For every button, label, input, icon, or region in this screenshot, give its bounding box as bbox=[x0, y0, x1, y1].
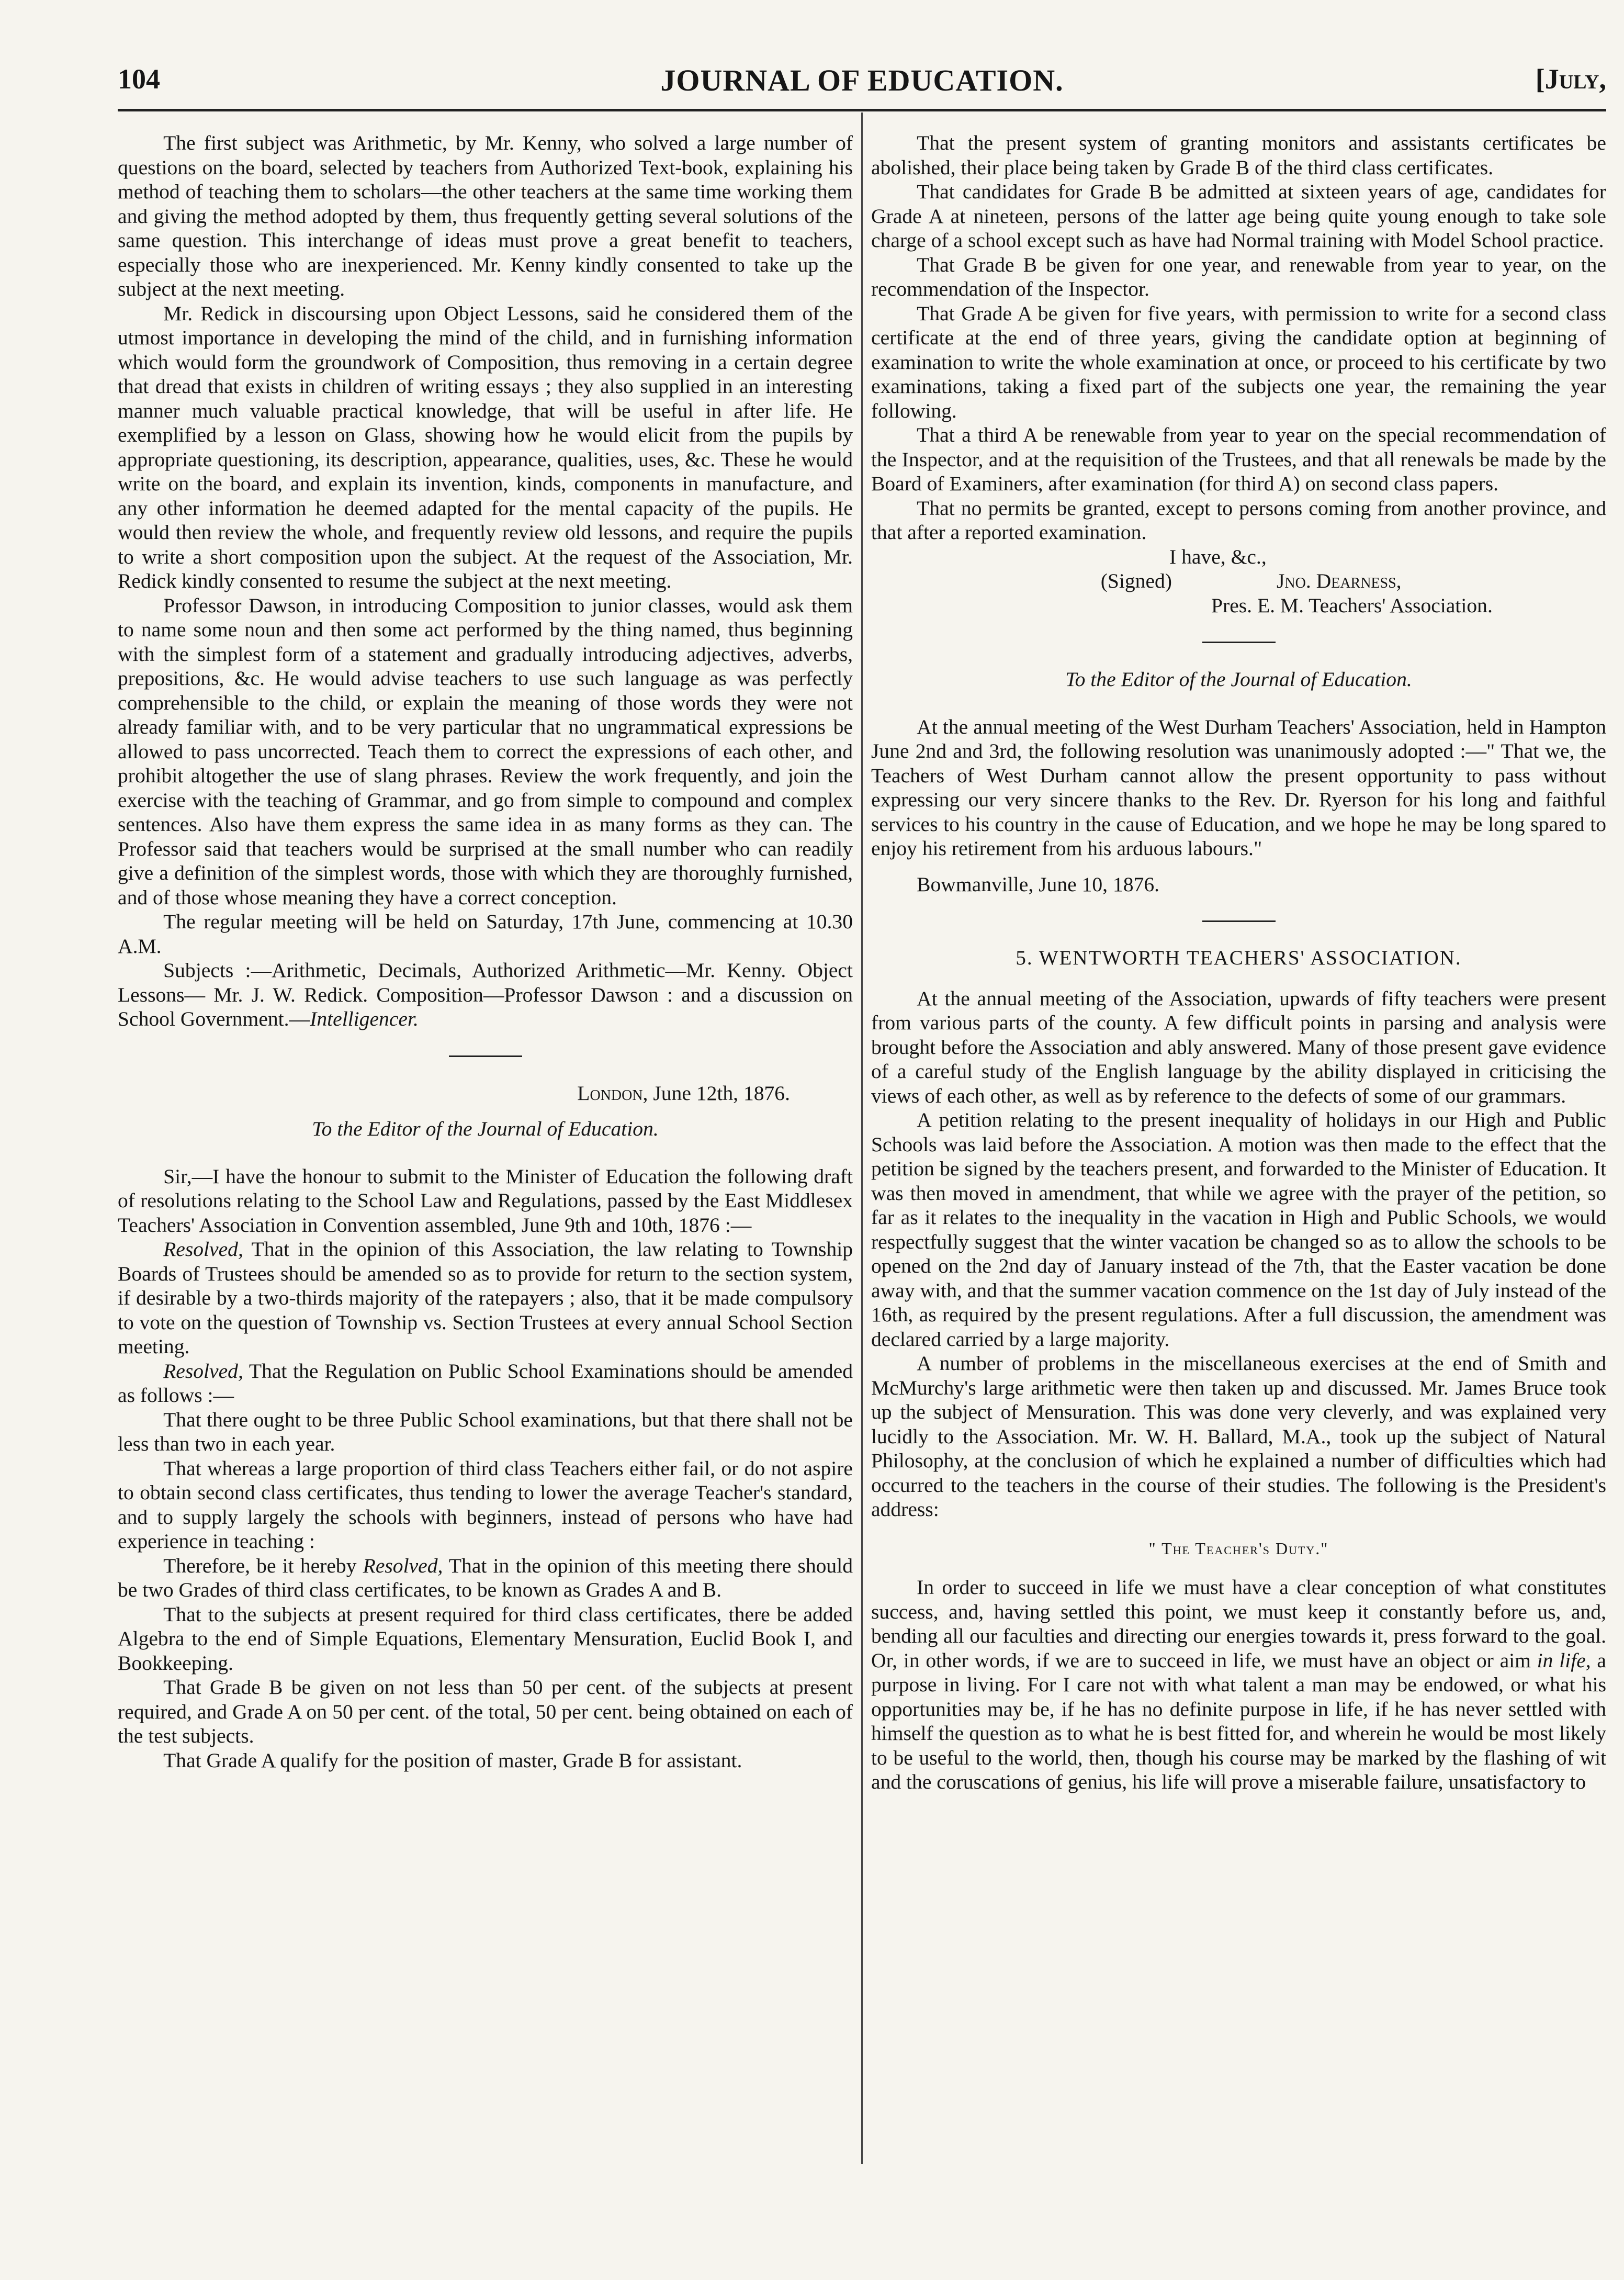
page-number: 104 bbox=[118, 63, 160, 95]
place-date-line: Bowmanville, June 10, 1876. bbox=[917, 872, 1160, 896]
header-rule bbox=[118, 109, 1606, 111]
journal-title: JOURNAL OF EDUCATION. bbox=[660, 63, 1064, 97]
paragraph: That a third A be renewable from year to year on the special recommendation of the Inspector, and at the requisition of the Trustees, and that all renewals be made by the Board of Examiners, after examination (for third A) on second class papers. bbox=[871, 423, 1606, 495]
editor-address: To the Editor of the Journal of Education. bbox=[312, 1117, 659, 1140]
page-header bbox=[118, 63, 1606, 105]
subjects-text: Subjects :—Arithmetic, Decimals, Authorized Arithmetic—Mr. Kenny. Object Lessons— Mr. J. W. Redick. Composition—Professor Dawson : and a discussion on School Government.— bbox=[118, 959, 853, 1030]
emphasis-text: in life, bbox=[1537, 1648, 1591, 1672]
left-column bbox=[118, 131, 853, 1772]
paragraph: A petition relating to the present inequality of holidays in our High and Public Schools was laid before the Association. A motion was then made to the effect that the petition be signed by the teachers present, and forwarded to the Minister of Education. It was then moved in amendment, that while we agree with the prayer of the petition, so far as it relates to the inequality in the vacation in High and Public Schools, we would respectfully suggest that the winter vacation be changed so as to allow the schools to be opened on the 2nd day of January instead of the 7th, that the Easter vacation be done away with, and that the summer vacation commence on the 1st day of July instead of the 16th, as required by the present regulations. After a full discussion, the amendment was declared carried by a large majority. bbox=[871, 1108, 1606, 1351]
section-separator bbox=[1202, 920, 1276, 922]
paragraph bbox=[118, 1554, 853, 1602]
signature-closing: I have, &c., bbox=[1169, 545, 1267, 568]
right-column bbox=[871, 131, 1606, 1794]
paragraph: A number of problems in the miscellaneous exercises at the end of Smith and McMurchy's large arithmetic were then taken up and discussed. Mr. James Bruce took up the subject of Mensuration. This was done very cleverly, and was explained very lucidly to the Association. Mr. W. H. Ballard, M.A., took up the subject of Natural Philosophy, at the conclusion of which he explained a number of difficulties which had occurred to the teachers in the course of their studies. The following is the President's address: bbox=[871, 1352, 1606, 1521]
spacer bbox=[871, 692, 1606, 715]
resolution bbox=[118, 1359, 853, 1408]
paragraph: Mr. Redick in discoursing upon Object Lessons, said he considered them of the utmost importance in developing the mind of the child, and in furnishing information which would form the groundwork of Composition, thus removing in a certain degree that dread that exists in children of writing essays ; they also supplied in an interesting manner much valuable practical knowledge, that will be useful in after life. He exemplified by a lesson on Glass, showing how he would elicit from the pupils by appropriate questioning, its description, appearance, qualities, uses, &c. These he would write on the board, and explain its invention, kinds, components in manufacture, and any other information he deemed adapted for the mental capacity of the pupils. He would then review the whole, and frequently review old lessons, and require the pupils to write a short composition upon the subject. At the request of the Association, Mr. Redick kindly consented to resume the subject at the next meeting. bbox=[118, 301, 853, 592]
dateline-place: London, bbox=[577, 1081, 648, 1105]
resolved-label: Resolved, bbox=[163, 1238, 243, 1261]
resolved-label: Resolved, bbox=[363, 1554, 443, 1577]
section-separator bbox=[1202, 642, 1276, 643]
resolution-text: That the Regulation on Public School Examinations should be amended as follows :— bbox=[118, 1359, 853, 1407]
paragraph bbox=[871, 1575, 1606, 1794]
paragraph: That candidates for Grade B be admitted at sixteen years of age, candidates for Grade A at nineteen, persons of the latter age being quite young enough to take sole charge of a school except such as have had Normal training with Model School practice. bbox=[871, 180, 1606, 252]
editor-address: To the Editor of the Journal of Education. bbox=[1065, 668, 1412, 691]
source-attribution: Intelligencer. bbox=[310, 1007, 419, 1030]
letter-salutation: Sir,—I have the honour to submit to the Minister of Education the following draft of resolutions relating to the School Law and Regulations, passed by the East Middlesex Teachers' Association in Convention assembled, June 9th and 10th, 1876 :— bbox=[118, 1164, 853, 1237]
paragraph: That Grade A be given for five years, with permission to write for a second class certificate at the end of three years, giving the candidate option at beginning of examination to write the whole examination at once, or proceed to his certificate by two examinations, taking a fixed part of the subjects one year, the remaining the year following. bbox=[871, 301, 1606, 422]
paragraph: That whereas a large proportion of third class Teachers either fail, or do not aspire to obtain second class certificates, thus tending to lower the average Teacher's standard, and to supply largely the schools with beginners, instead of persons who have had experience in teaching : bbox=[118, 1456, 853, 1553]
resolution-text: That in the opinion of this Association, the law relating to Township Boards of Trustees should be amended so as to provide for return to the section system, if desirable by a two-thirds majority of the ratepayers ; also, that it be made compulsory to vote on the question of Township vs. Section Trustees at every annual School Section meeting. bbox=[118, 1238, 853, 1358]
signed-label: (Signed) bbox=[1100, 569, 1172, 592]
spacer bbox=[118, 1141, 853, 1164]
paragraph: At the annual meeting of the West Durham Teachers' Association, held in Hampton June 2nd and 3rd, the following resolution was unanimously adopted :—" That we, the Teachers of West Durham cannot allow the present opportunity to pass without expressing our very sincere thanks to the Rev. Dr. Ryerson for his long and faithful services to his country in the cause of Education, and we hope he may be long spared to enjoy his retirement from his arduous labours." bbox=[871, 715, 1606, 860]
section-separator bbox=[449, 1055, 522, 1057]
text-run: That in the opinion of this meeting there should be two Grades of third class certificates, to be known as Grades A and B. bbox=[118, 1554, 853, 1601]
text-run: Therefore, be it hereby bbox=[163, 1554, 363, 1577]
column-divider bbox=[861, 113, 863, 2164]
paragraph: Professor Dawson, in introducing Composition to junior classes, would ask them to name some noun and then some act performed by the thing named, thus beginning with the simplest form of a statement and gradually introducing adjectives, adverbs, prepositions, &c. He would advise teachers to use such language as was perfectly comprehensible to the child, or explain the meaning of those words they were not already familiar with, and to be very particular that no ungrammatical expressions be allowed to pass uncorrected. Teach them to correct the expressions of each other, and prohibit altogether the use of slang phrases. Review the work frequently, and join the exercise with the teaching of Grammar, and go from simple to compound and complex sentences. Also have them express the same idea in as many forms as they can. The Professor said that teachers would be surprised at the small number who can readily give a definition of the simplest words, those with which they are thoroughly furnished, and of those whose meaning they have a correct conception. bbox=[118, 593, 853, 909]
paragraph: That Grade B be given for one year, and renewable from year to year, on the recommendation of the Inspector. bbox=[871, 253, 1606, 300]
paragraph: That to the subjects at present required for third class certificates, there be added Algebra to the end of Simple Equations, Elementary Mensuration, Euclid Book I, and Bookkeeping. bbox=[118, 1602, 853, 1675]
address-title: " The Teacher's Duty." bbox=[1148, 1538, 1329, 1558]
paragraph: That Grade A qualify for the position of master, Grade B for assistant. bbox=[163, 1748, 742, 1772]
section-heading: 5. WENTWORTH TEACHERS' ASSOCIATION. bbox=[1016, 947, 1462, 969]
paragraph: At the annual meeting of the Association, upwards of fifty teachers were present from various parts of the county. A few difficult points in parsing and analysis were brought before the Association and ably answered. Many of those present gave evidence of a careful study of the English language by the ability displayed in criticising the views of each other, as well as by reference to the defects of some of our grammars. bbox=[871, 986, 1606, 1107]
paragraph: That no permits be granted, except to persons coming from another province, and that after a reported examination. bbox=[871, 496, 1606, 544]
spacer bbox=[871, 861, 1606, 872]
signatory-name: Jno. Dearness, bbox=[1277, 569, 1402, 592]
paragraph: The first subject was Arithmetic, by Mr. Kenny, who solved a large number of questions on the board, selected by teachers from Authorized Text-book, explaining his method of teaching them to scholars—the other teachers at the same time working them and giving the method adopted by them, thus frequently getting several solutions of the same question. This interchange of ideas must prove a great benefit to teachers, especially those who are inexperienced. Mr. Kenny kindly consented to take up the subject at the next meeting. bbox=[118, 131, 853, 300]
paragraph: The regular meeting will be held on Saturday, 17th June, commencing at 10.30 A.M. bbox=[118, 910, 853, 958]
paragraph: That the present system of granting monitors and assistants certificates be abolished, their place being taken by Grade B of the third class certificates. bbox=[871, 131, 1606, 179]
paragraph bbox=[118, 958, 853, 1031]
signature-line bbox=[871, 569, 1606, 593]
text-run: In order to succeed in life we must have a clear conception of what constitutes success, and, having settled this point, we must keep it constantly before us, and, bending all our faculties and directing our energies towards it, press forward to the goal. Or, in other words, if we are to succeed in life, we must have an object or aim bbox=[871, 1576, 1606, 1672]
dateline-date: June 12th, 1876. bbox=[648, 1081, 790, 1105]
dateline bbox=[118, 1081, 853, 1106]
signatory-title: Pres. E. M. Teachers' Association. bbox=[1211, 593, 1493, 617]
paragraph: That there ought to be three Public School examinations, but that there shall not be less than two in each year. bbox=[118, 1408, 853, 1455]
resolution bbox=[118, 1237, 853, 1359]
resolved-label: Resolved, bbox=[163, 1359, 243, 1383]
text-run: a purpose in living. For I care not with what talent a man may be endowed, or what his opportunities may be, if he has no definite purpose in life, if he has never settled with himself the question as to what he is best fitted for, and wherein he would be most likely to be useful to the world, then, though his course may be marked by the flashing of wit and the coruscations of genius, his life will prove a miserable failure, unsatisfactory to bbox=[871, 1648, 1606, 1793]
paragraph: That Grade B be given on not less than 50 per cent. of the subjects at present required, and Grade A on 50 per cent. of the total, 50 per cent. being obtained on each of the test subjects. bbox=[118, 1676, 853, 1747]
spacer bbox=[118, 1105, 853, 1117]
running-head-month: [July, bbox=[1535, 63, 1606, 95]
